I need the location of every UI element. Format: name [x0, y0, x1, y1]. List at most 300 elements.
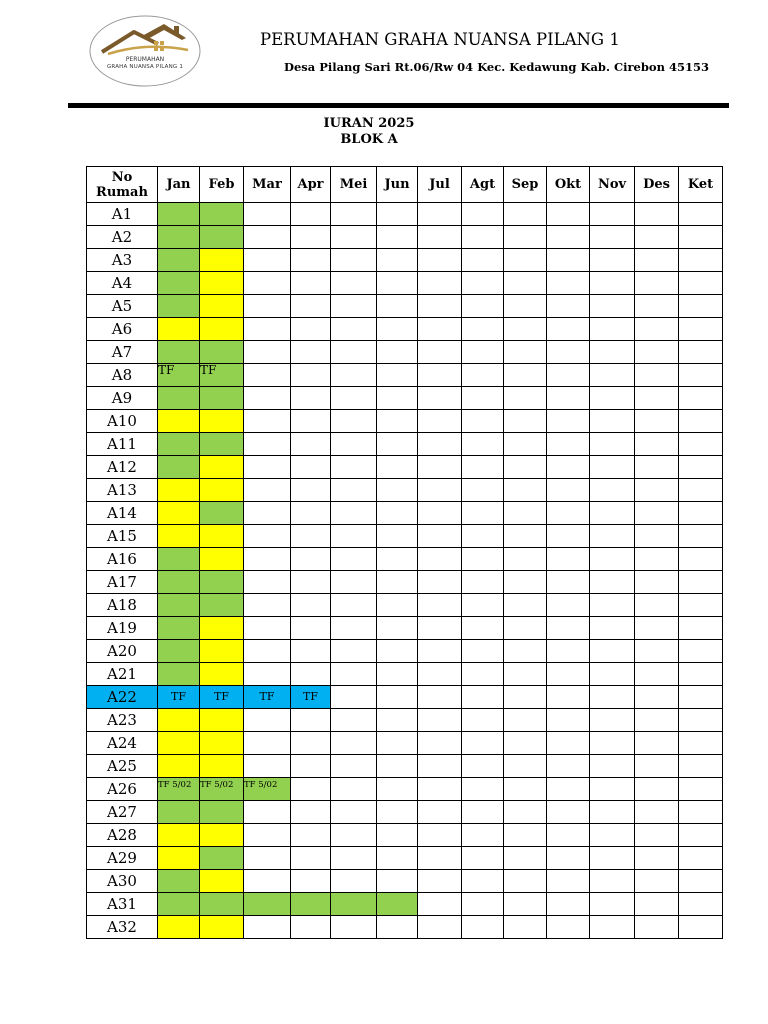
house-number-cell: A15 — [87, 525, 158, 548]
payment-cell-jun — [377, 226, 418, 249]
payment-cell-nov — [590, 226, 635, 249]
payment-cell-apr — [291, 433, 331, 456]
payment-cell-agt — [462, 525, 504, 548]
payment-cell-jan — [158, 594, 200, 617]
payment-cell-okt — [547, 249, 590, 272]
payment-cell-okt — [547, 640, 590, 663]
notes-cell — [679, 410, 723, 433]
payment-cell-okt — [547, 755, 590, 778]
payment-cell-feb — [200, 203, 244, 226]
payment-cell-feb — [200, 594, 244, 617]
payment-cell-mei — [331, 778, 377, 801]
table-row — [87, 433, 723, 456]
payment-cell-sep — [504, 226, 547, 249]
payment-cell-jun — [377, 847, 418, 870]
payment-cell-mar — [244, 824, 291, 847]
payment-cell-apr — [291, 249, 331, 272]
payment-cell-des — [635, 709, 679, 732]
notes-cell — [679, 502, 723, 525]
payment-cell-feb: TF — [200, 686, 244, 709]
payment-cell-apr: TF — [291, 686, 331, 709]
payment-cell-jan — [158, 663, 200, 686]
payment-cell-okt — [547, 824, 590, 847]
payment-cell-mar — [244, 571, 291, 594]
payment-cell-jun — [377, 479, 418, 502]
payment-cell-feb — [200, 571, 244, 594]
notes-cell — [679, 870, 723, 893]
payment-cell-mei — [331, 594, 377, 617]
notes-header: Ket — [679, 167, 723, 203]
payment-cell-des — [635, 916, 679, 939]
table-row — [87, 594, 723, 617]
payment-cell-sep — [504, 341, 547, 364]
payment-cell-des — [635, 824, 679, 847]
payment-cell-des — [635, 387, 679, 410]
payment-cell-jan — [158, 916, 200, 939]
payment-cell-apr — [291, 617, 331, 640]
payment-cell-jul — [418, 663, 462, 686]
notes-cell — [679, 387, 723, 410]
payment-cell-sep — [504, 433, 547, 456]
payment-cell-des — [635, 847, 679, 870]
payment-cell-mei — [331, 341, 377, 364]
payment-cell-jul — [418, 870, 462, 893]
payment-cell-sep — [504, 364, 547, 387]
house-number-cell: A24 — [87, 732, 158, 755]
payment-cell-jan — [158, 893, 200, 916]
payment-cell-mar — [244, 479, 291, 502]
payment-cell-jul — [418, 824, 462, 847]
payment-cell-nov — [590, 709, 635, 732]
payment-cell-feb — [200, 663, 244, 686]
payment-cell-jun — [377, 364, 418, 387]
payment-cell-jun — [377, 272, 418, 295]
payment-cell-jul — [418, 778, 462, 801]
payment-cell-jan — [158, 318, 200, 341]
house-number-cell: A29 — [87, 847, 158, 870]
payment-cell-agt — [462, 410, 504, 433]
payment-cell-mei — [331, 755, 377, 778]
payment-cell-apr — [291, 548, 331, 571]
payment-cell-okt — [547, 525, 590, 548]
payment-cell-okt — [547, 226, 590, 249]
house-number-cell: A27 — [87, 801, 158, 824]
payment-cell-jan — [158, 203, 200, 226]
payment-cell-jun — [377, 456, 418, 479]
payment-cell-sep — [504, 318, 547, 341]
payment-cell-agt — [462, 870, 504, 893]
payment-cell-sep — [504, 410, 547, 433]
house-number-cell: A12 — [87, 456, 158, 479]
payment-cell-sep — [504, 801, 547, 824]
house-number-cell: A6 — [87, 318, 158, 341]
house-number-cell: A21 — [87, 663, 158, 686]
payment-cell-des — [635, 640, 679, 663]
table-row — [87, 870, 723, 893]
payment-cell-jan — [158, 479, 200, 502]
payment-cell-jun — [377, 755, 418, 778]
payment-cell-okt — [547, 364, 590, 387]
payment-cell-jul — [418, 295, 462, 318]
payment-cell-agt — [462, 847, 504, 870]
payment-cell-sep — [504, 456, 547, 479]
payment-cell-nov — [590, 548, 635, 571]
payment-cell-agt — [462, 341, 504, 364]
payment-cell-jan — [158, 525, 200, 548]
house-number-cell: A10 — [87, 410, 158, 433]
payment-cell-mei — [331, 456, 377, 479]
payment-cell-nov — [590, 433, 635, 456]
payment-cell-feb — [200, 387, 244, 410]
organization-address: Desa Pilang Sari Rt.06/Rw 04 Kec. Kedawung Kab. Cirebon 45153 — [284, 60, 709, 74]
payment-cell-okt — [547, 479, 590, 502]
payment-cell-nov — [590, 893, 635, 916]
payment-cell-sep — [504, 594, 547, 617]
payment-cell-mei — [331, 548, 377, 571]
table-row — [87, 686, 723, 709]
payment-cell-feb — [200, 916, 244, 939]
notes-cell — [679, 433, 723, 456]
payment-cell-mar — [244, 893, 291, 916]
payment-cell-feb — [200, 272, 244, 295]
payment-cell-feb — [200, 433, 244, 456]
payment-cell-jun — [377, 686, 418, 709]
payment-cell-apr — [291, 916, 331, 939]
payment-cell-apr — [291, 640, 331, 663]
table-row — [87, 778, 723, 801]
payment-cell-jan — [158, 387, 200, 410]
house-number-cell: A2 — [87, 226, 158, 249]
payment-cell-agt — [462, 548, 504, 571]
organization-title: PERUMAHAN GRAHA NUANSA PILANG 1 — [260, 30, 620, 49]
house-number-cell: A9 — [87, 387, 158, 410]
payment-cell-feb — [200, 709, 244, 732]
payment-cell-okt — [547, 916, 590, 939]
payment-cell-nov — [590, 364, 635, 387]
payment-cell-jun — [377, 571, 418, 594]
payment-cell-jan — [158, 847, 200, 870]
payment-cell-okt — [547, 410, 590, 433]
payment-cell-agt — [462, 732, 504, 755]
payment-cell-des — [635, 456, 679, 479]
house-number-cell: A22 — [87, 686, 158, 709]
payment-cell-jun — [377, 525, 418, 548]
payment-cell-mei — [331, 387, 377, 410]
payment-cell-mei — [331, 640, 377, 663]
payment-cell-jul — [418, 456, 462, 479]
table-row — [87, 663, 723, 686]
payment-cell-sep — [504, 203, 547, 226]
payment-cell-mei — [331, 617, 377, 640]
month-header-mar: Mar — [244, 167, 291, 203]
payment-cell-apr — [291, 364, 331, 387]
payment-cell-apr — [291, 387, 331, 410]
table-row — [87, 226, 723, 249]
logo-text-line2: GRAHA NUANSA PILANG 1 — [106, 64, 184, 70]
payment-cell-jan — [158, 410, 200, 433]
payment-cell-okt — [547, 433, 590, 456]
notes-cell — [679, 893, 723, 916]
table-row — [87, 364, 723, 387]
payment-cell-sep — [504, 640, 547, 663]
payment-cell-okt — [547, 272, 590, 295]
payment-cell-mei — [331, 410, 377, 433]
notes-cell — [679, 732, 723, 755]
header-divider — [68, 103, 729, 108]
month-header-jul: Jul — [418, 167, 462, 203]
payment-cell-apr — [291, 410, 331, 433]
payment-cell-jul — [418, 203, 462, 226]
payment-cell-des — [635, 203, 679, 226]
payment-cell-sep — [504, 732, 547, 755]
payment-cell-nov — [590, 847, 635, 870]
payment-cell-nov — [590, 778, 635, 801]
notes-cell — [679, 525, 723, 548]
payment-cell-mar — [244, 732, 291, 755]
payment-cell-apr — [291, 525, 331, 548]
notes-cell — [679, 318, 723, 341]
table-row — [87, 801, 723, 824]
payment-cell-mar — [244, 410, 291, 433]
payment-cell-sep — [504, 548, 547, 571]
payment-cell-agt — [462, 755, 504, 778]
payment-cell-feb — [200, 893, 244, 916]
payment-cell-mei — [331, 364, 377, 387]
payment-cell-apr — [291, 295, 331, 318]
notes-cell — [679, 640, 723, 663]
payment-cell-jul — [418, 571, 462, 594]
month-header-feb: Feb — [200, 167, 244, 203]
payment-cell-feb — [200, 732, 244, 755]
payment-cell-mei — [331, 249, 377, 272]
company-logo — [88, 14, 202, 88]
payment-cell-apr — [291, 801, 331, 824]
payment-cell-apr — [291, 732, 331, 755]
house-number-cell: A13 — [87, 479, 158, 502]
payment-cell-mar — [244, 755, 291, 778]
payment-cell-mar — [244, 870, 291, 893]
payment-cell-mei — [331, 847, 377, 870]
table-row — [87, 617, 723, 640]
payment-cell-apr — [291, 456, 331, 479]
payment-cell-feb — [200, 755, 244, 778]
payment-cell-agt — [462, 387, 504, 410]
table-row — [87, 502, 723, 525]
payment-cell-nov — [590, 387, 635, 410]
payment-cell-feb: TF — [200, 364, 244, 387]
house-number-cell: A1 — [87, 203, 158, 226]
house-number-cell: A25 — [87, 755, 158, 778]
payment-cell-agt — [462, 318, 504, 341]
payment-cell-jul — [418, 594, 462, 617]
payment-cell-des — [635, 686, 679, 709]
notes-cell — [679, 226, 723, 249]
notes-cell — [679, 801, 723, 824]
payment-cell-apr — [291, 502, 331, 525]
house-number-cell: A17 — [87, 571, 158, 594]
notes-cell — [679, 479, 723, 502]
payment-cell-sep — [504, 272, 547, 295]
dues-table-body — [87, 203, 723, 939]
notes-cell — [679, 571, 723, 594]
payment-cell-jan — [158, 709, 200, 732]
payment-cell-mar: TF 5/02 — [244, 778, 291, 801]
payment-cell-mar — [244, 203, 291, 226]
notes-cell — [679, 663, 723, 686]
payment-cell-agt — [462, 893, 504, 916]
payment-cell-des — [635, 870, 679, 893]
payment-cell-sep — [504, 916, 547, 939]
notes-cell — [679, 295, 723, 318]
payment-cell-des — [635, 433, 679, 456]
payment-cell-sep — [504, 870, 547, 893]
payment-cell-jul — [418, 801, 462, 824]
month-header-sep: Sep — [504, 167, 547, 203]
payment-cell-feb — [200, 548, 244, 571]
payment-cell-jan: TF — [158, 686, 200, 709]
payment-cell-nov — [590, 686, 635, 709]
payment-cell-mei — [331, 801, 377, 824]
payment-cell-jul — [418, 893, 462, 916]
house-number-cell: A23 — [87, 709, 158, 732]
payment-cell-apr — [291, 571, 331, 594]
payment-cell-des — [635, 226, 679, 249]
payment-cell-okt — [547, 709, 590, 732]
house-number-cell: A5 — [87, 295, 158, 318]
payment-cell-mei — [331, 893, 377, 916]
payment-cell-mar — [244, 502, 291, 525]
payment-cell-des — [635, 663, 679, 686]
payment-cell-mei — [331, 479, 377, 502]
house-number-cell: A4 — [87, 272, 158, 295]
table-row — [87, 571, 723, 594]
payment-cell-mar — [244, 364, 291, 387]
house-number-cell: A18 — [87, 594, 158, 617]
payment-cell-agt — [462, 364, 504, 387]
notes-cell — [679, 249, 723, 272]
house-number-cell: A3 — [87, 249, 158, 272]
payment-cell-apr — [291, 755, 331, 778]
payment-cell-feb — [200, 847, 244, 870]
month-header-jun: Jun — [377, 167, 418, 203]
payment-cell-jun — [377, 824, 418, 847]
payment-cell-agt — [462, 456, 504, 479]
payment-cell-jul — [418, 341, 462, 364]
table-row — [87, 249, 723, 272]
payment-cell-okt — [547, 318, 590, 341]
payment-cell-sep — [504, 617, 547, 640]
payment-cell-jun — [377, 410, 418, 433]
house-number-cell: A14 — [87, 502, 158, 525]
table-row — [87, 410, 723, 433]
payment-cell-agt — [462, 249, 504, 272]
table-row — [87, 709, 723, 732]
payment-cell-jun — [377, 709, 418, 732]
payment-cell-nov — [590, 456, 635, 479]
payment-cell-mei — [331, 525, 377, 548]
payment-cell-agt — [462, 663, 504, 686]
payment-cell-okt — [547, 594, 590, 617]
payment-cell-sep — [504, 755, 547, 778]
payment-cell-sep — [504, 663, 547, 686]
payment-cell-des — [635, 272, 679, 295]
month-header-des: Des — [635, 167, 679, 203]
house-number-cell: A30 — [87, 870, 158, 893]
payment-cell-jun — [377, 341, 418, 364]
payment-cell-mei — [331, 870, 377, 893]
payment-cell-mei — [331, 709, 377, 732]
payment-cell-jan: TF — [158, 364, 200, 387]
house-number-cell: A20 — [87, 640, 158, 663]
payment-cell-des — [635, 594, 679, 617]
payment-cell-agt — [462, 433, 504, 456]
payment-cell-okt — [547, 387, 590, 410]
payment-cell-mar — [244, 249, 291, 272]
payment-cell-feb — [200, 525, 244, 548]
payment-cell-jan — [158, 226, 200, 249]
payment-cell-mei — [331, 226, 377, 249]
payment-cell-mar — [244, 617, 291, 640]
payment-cell-feb — [200, 502, 244, 525]
payment-cell-jul — [418, 617, 462, 640]
month-header-mei: Mei — [331, 167, 377, 203]
payment-cell-jul — [418, 226, 462, 249]
payment-cell-jan — [158, 617, 200, 640]
payment-cell-jan: TF 5/02 — [158, 778, 200, 801]
payment-cell-jun — [377, 916, 418, 939]
payment-cell-feb — [200, 249, 244, 272]
payment-cell-mar — [244, 295, 291, 318]
house-number-cell: A19 — [87, 617, 158, 640]
table-row — [87, 272, 723, 295]
payment-cell-okt — [547, 295, 590, 318]
payment-cell-feb — [200, 341, 244, 364]
payment-cell-jun — [377, 893, 418, 916]
payment-cell-jul — [418, 410, 462, 433]
payment-cell-okt — [547, 502, 590, 525]
payment-cell-des — [635, 249, 679, 272]
notes-cell — [679, 341, 723, 364]
payment-cell-sep — [504, 387, 547, 410]
payment-cell-jul — [418, 916, 462, 939]
payment-cell-mar — [244, 847, 291, 870]
payment-cell-mei — [331, 663, 377, 686]
payment-cell-feb — [200, 456, 244, 479]
payment-cell-apr — [291, 893, 331, 916]
month-header-apr: Apr — [291, 167, 331, 203]
payment-cell-jun — [377, 249, 418, 272]
payment-cell-nov — [590, 295, 635, 318]
payment-cell-agt — [462, 502, 504, 525]
month-header-nov: Nov — [590, 167, 635, 203]
notes-cell — [679, 824, 723, 847]
payment-cell-mar — [244, 272, 291, 295]
payment-cell-jul — [418, 387, 462, 410]
notes-cell — [679, 548, 723, 571]
payment-cell-agt — [462, 571, 504, 594]
payment-cell-okt — [547, 801, 590, 824]
table-header-row — [87, 167, 723, 203]
payment-cell-okt — [547, 663, 590, 686]
table-row — [87, 525, 723, 548]
payment-cell-jun — [377, 502, 418, 525]
payment-cell-apr — [291, 594, 331, 617]
payment-cell-nov — [590, 203, 635, 226]
house-number-cell: A32 — [87, 916, 158, 939]
house-number-cell: A11 — [87, 433, 158, 456]
payment-cell-jul — [418, 755, 462, 778]
payment-cell-jul — [418, 502, 462, 525]
